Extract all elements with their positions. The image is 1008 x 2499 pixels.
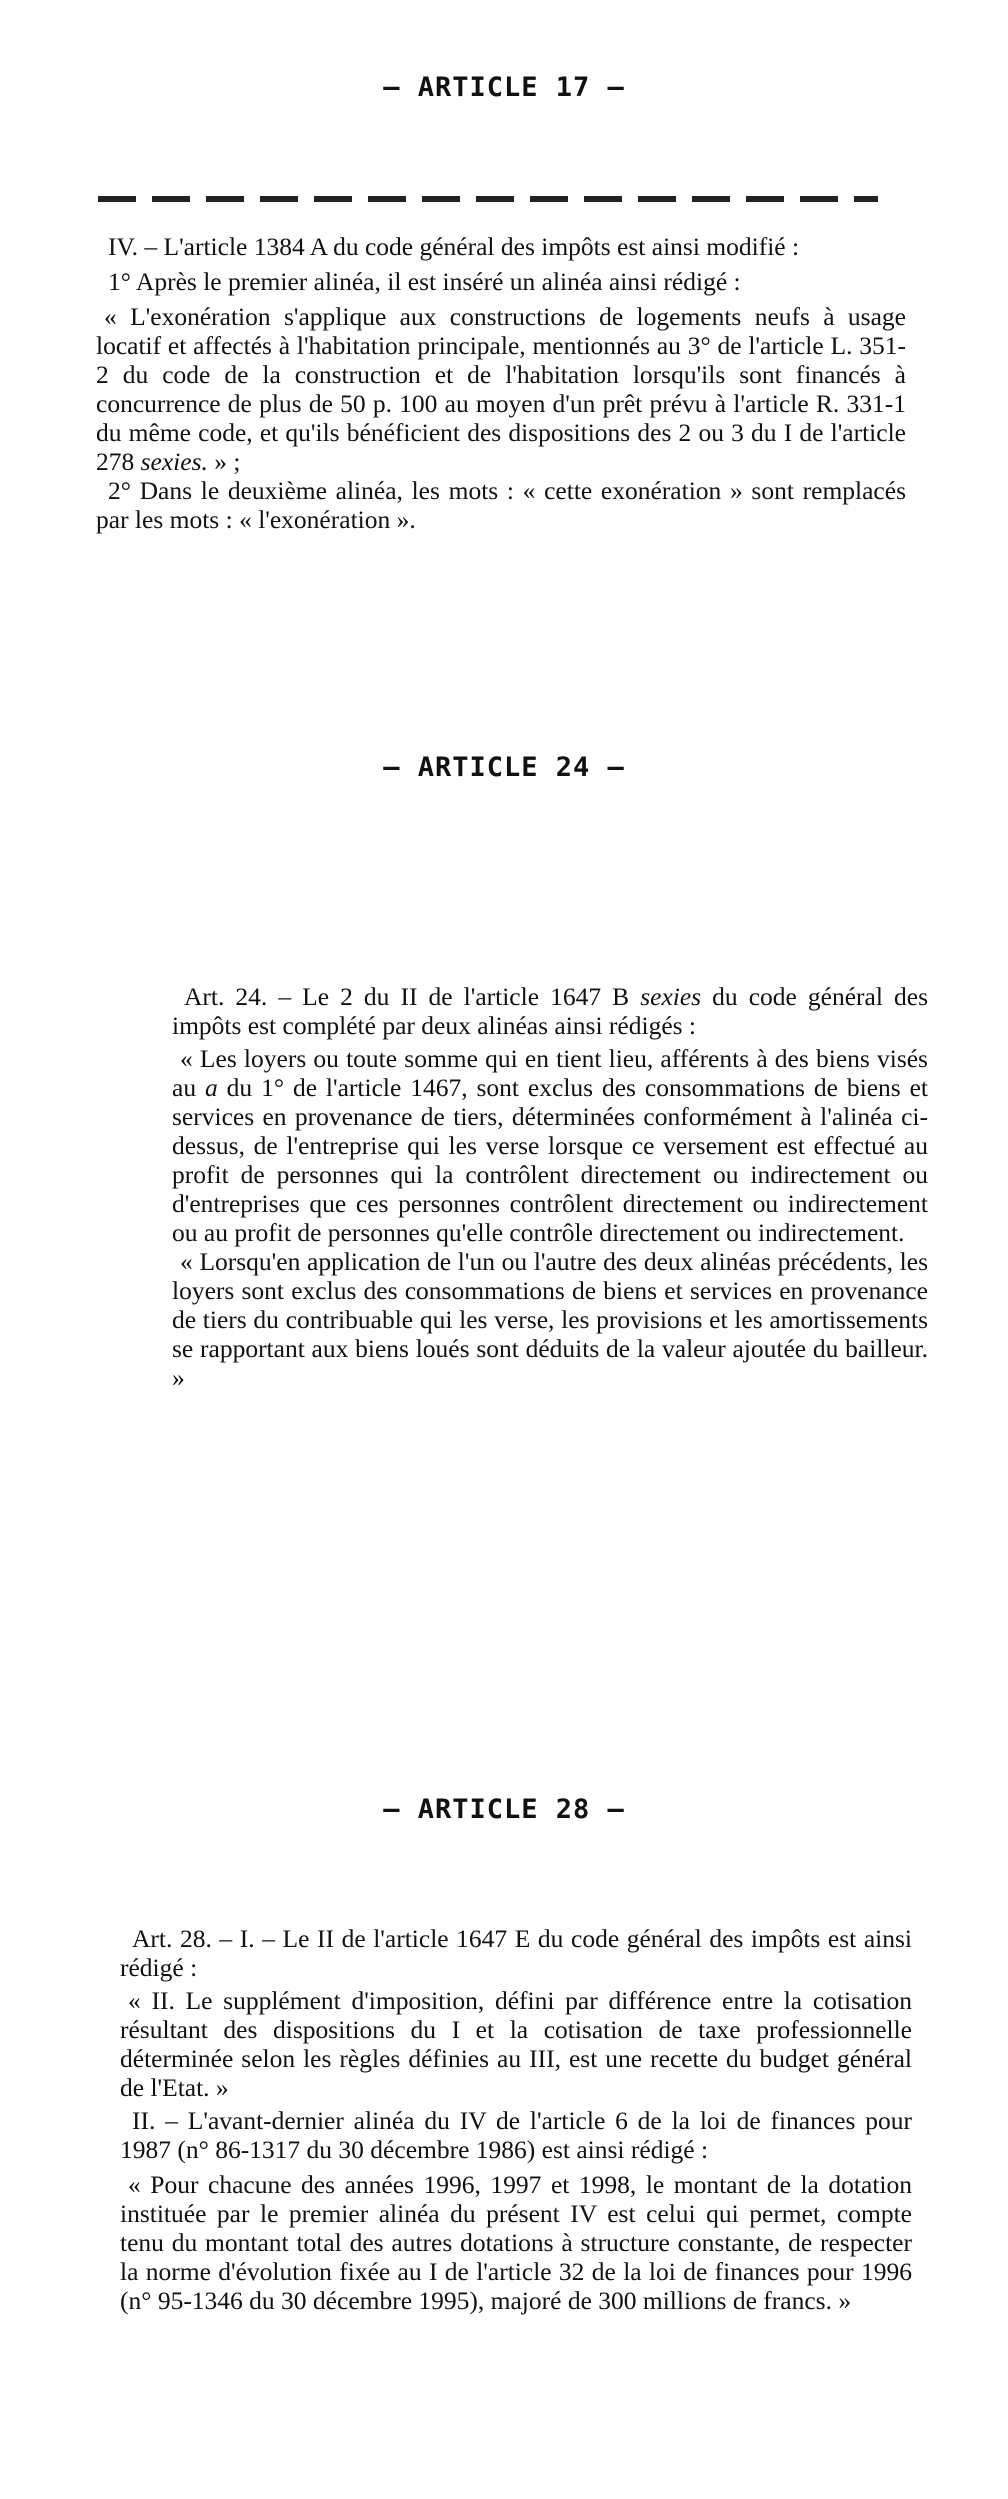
quoted-paragraph: « Pour chacune des années 1996, 1997 et 1998, le montant de la dotation instituée par le premier alinéa du présent IV est celui qui permet, compte tenu du montant total des autres dotations à structure constante, de respecter la norme d'évolution fixée au I de l'article 32 de la loi de finances pour 1996 (n° 95-1346 du 30 décembre 1995), majoré de 300 millions de francs. »: [120, 2170, 912, 2315]
text-span: « Les loyers ou toute somme qui en tient lieu, afférents à des biens visés au: [172, 1044, 928, 1102]
paragraph: Art. 28. – I. – Le II de l'article 1647 E du code général des impôts est ainsi rédigé :: [120, 1924, 912, 1982]
text-span: Art. 24. – Le 2 du II de l'article 1647 B: [184, 982, 630, 1011]
text-span: du code général des impôts est complété par deux alinéas ainsi rédigés :: [172, 982, 929, 1040]
article-28-body: [120, 1924, 912, 2315]
text-span: du 1° de l'article 1467, sont exclus des consommations de biens et services en provenance de tiers, déterminées conformément à l'alinéa ci-dessus, de l'entreprise qui les verse lorsque ce versement est effectué au profit de personnes qui la contrôlent directement ou indirectement ou d'entreprises que ces personnes contrôlent directement ou indirectement ou au profit de personnes qu'elle contrôle directement ou indirectement.: [172, 1073, 929, 1247]
quoted-paragraph: [96, 302, 906, 476]
article-28-heading: – ARTICLE 28 –: [383, 1794, 625, 1825]
italic-text: sexies.: [140, 447, 208, 476]
article-24-body: [172, 982, 928, 1392]
quoted-paragraph: « II. Le supplément d'imposition, défini par différence entre la cotisation résultant des dispositions du I et la cotisation de taxe professionnelle déterminée selon les règles définies au III, est une recette du budget général de l'Etat. »: [120, 1986, 912, 2102]
article-17-body: [96, 232, 906, 534]
italic-text: sexies: [640, 982, 702, 1011]
text-span: » ;: [214, 447, 241, 476]
text-span: « L'exonération s'applique aux constructions de logements neufs à usage locatif et affectés à l'habitation principale, mentionnés au 3° de l'article L. 351-2 du code de la construction et de l'habitation lorsqu'ils sont financés à concurrence de plus de 50 p. 100 au moyen d'un prêt prévu à l'article R. 331-1 du même code, et qu'ils bénéficient des dispositions des 2 ou 3 du I de l'article 278: [96, 302, 906, 476]
separator-dashes: [98, 196, 878, 202]
paragraph: IV. – L'article 1384 A du code général des impôts est ainsi modifié :: [108, 232, 800, 261]
paragraph: 1° Après le premier alinéa, il est inséré un alinéa ainsi rédigé :: [108, 267, 741, 296]
quoted-paragraph: « Lorsqu'en application de l'un ou l'autre des deux alinéas précédents, les loyers sont exclus des consommations de biens et services en provenance de tiers du contribuable qui les verse, les provisions et les amortissements se rapportant aux biens loués sont déduits de la valeur ajoutée du bailleur. »: [172, 1247, 928, 1392]
paragraph: 2° Dans le deuxième alinéa, les mots : « cette exonération » sont remplacés par les mots : « l'exonération ».: [96, 476, 906, 534]
paragraph: II. – L'avant-dernier alinéa du IV de l'article 6 de la loi de finances pour 1987 (n° 86-1317 du 30 décembre 1986) est ainsi rédigé :: [120, 2106, 912, 2164]
quoted-paragraph: [172, 1044, 928, 1247]
article-17-heading: – ARTICLE 17 –: [383, 72, 625, 103]
paragraph: [172, 982, 928, 1040]
italic-text: a: [205, 1073, 218, 1102]
article-24-heading: – ARTICLE 24 –: [383, 752, 625, 783]
